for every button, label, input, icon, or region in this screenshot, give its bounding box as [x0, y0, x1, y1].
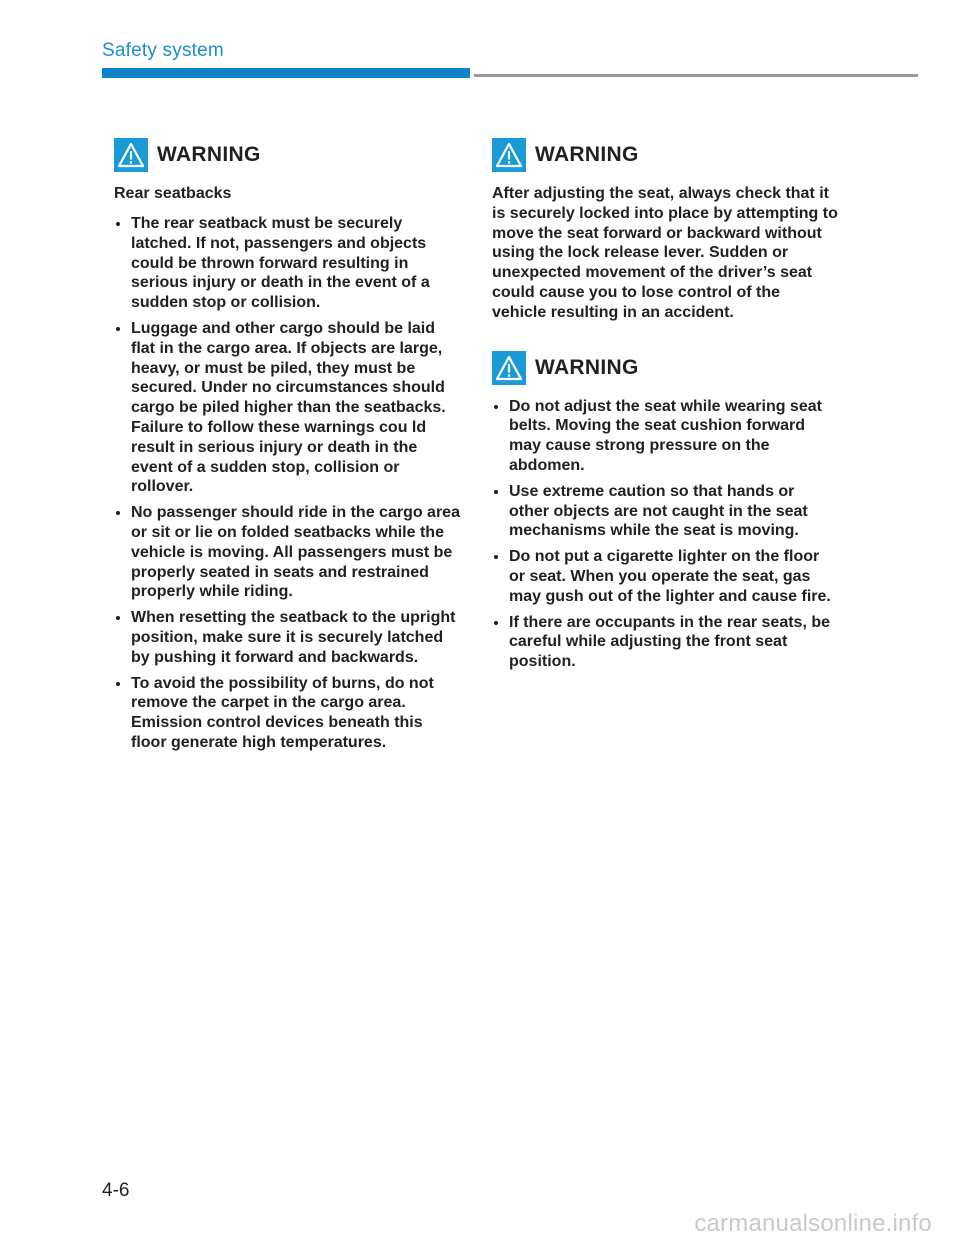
- watermark: carmanualsonline.info: [694, 1210, 932, 1237]
- header-bar-accent: [102, 68, 470, 78]
- header-bar-divider: [474, 74, 918, 77]
- subheading: Rear seatbacks: [114, 185, 232, 202]
- list-item: Do not adjust the seat while wearing seat belts. Moving the seat cushion forward may cause strong pressure on the abdomen.: [492, 397, 838, 476]
- warning-header: [492, 351, 838, 385]
- warning-list: [492, 397, 838, 672]
- warning-triangle-icon: [492, 351, 526, 385]
- list-item: Do not put a cigarette lighter on the floor or seat. When you operate the seat, gas may gush out of the lighter and cause fire.: [492, 547, 838, 606]
- warning-label: WARNING: [157, 143, 261, 166]
- warning-header: [114, 138, 460, 172]
- list-item: Luggage and other cargo should be laid flat in the cargo area. If objects are large, heavy, or must be piled, they must be secured. Under no circumstances should cargo be piled higher than the seatbacks. Failure to follow these warnings cou ld result in serious injury or death in the event of a sudden stop, collision or rollover.: [114, 319, 460, 497]
- warning-list: [114, 214, 460, 753]
- warning-triangle-icon: [114, 138, 148, 172]
- list-item: Use extreme caution so that hands or other objects are not caught in the seat mechanisms while the seat is moving.: [492, 482, 838, 541]
- warning-triangle-icon: [492, 138, 526, 172]
- list-item: No passenger should ride in the cargo area or sit or lie on folded seatbacks while the vehicle is moving. All passengers must be properly seated in seats and restrained properly while riding.: [114, 503, 460, 602]
- list-item: If there are occupants in the rear seats, be careful while adjusting the front seat position.: [492, 613, 838, 672]
- left-column: [114, 138, 460, 759]
- warning-label: WARNING: [535, 143, 639, 166]
- warning-header: [492, 138, 838, 172]
- warning-paragraph: After adjusting the seat, always check that it is securely locked into place by attempting to move the seat forward or backward without using the lock release lever. Sudden or unexpected movement of the driver’s seat could cause you to lose control of the vehicle resulting in an accident.: [492, 185, 838, 321]
- header-title: Safety system: [102, 40, 224, 61]
- list-item: The rear seatback must be securely latched. If not, passengers and objects could be thrown forward resulting in serious injury or death in the event of a sudden stop or collision.: [114, 214, 460, 313]
- list-item: When resetting the seatback to the upright position, make sure it is securely latched by pushing it forward and backwards.: [114, 608, 460, 667]
- warning-block: [492, 351, 838, 672]
- warning-label: WARNING: [535, 355, 639, 379]
- list-item: To avoid the possibility of burns, do not remove the carpet in the cargo area. Emission control devices beneath this floor generate high temperatures.: [114, 674, 460, 753]
- right-column: [492, 138, 838, 678]
- page-number: 4-6: [102, 1180, 130, 1201]
